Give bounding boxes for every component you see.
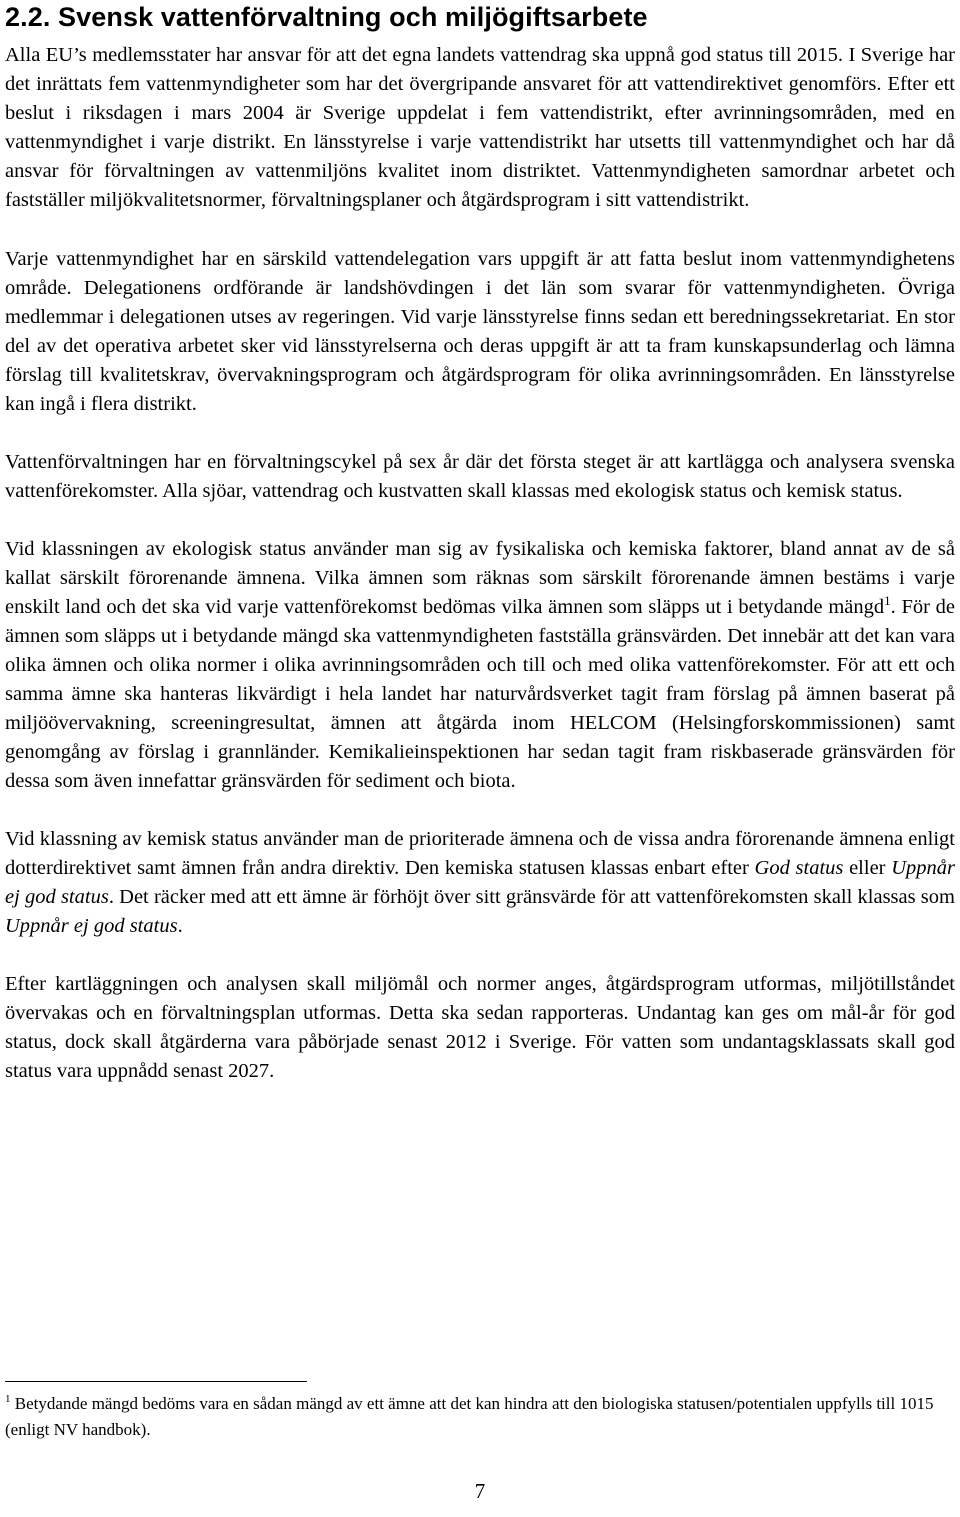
- footnote-text: Betydande mängd bedöms vara en sådan mängd av ett ämne att det kan hindra att den biologiska statusen/potentialen uppfylls till 1015 (enligt NV handbok).: [5, 1394, 934, 1439]
- footnote-divider: [5, 1381, 307, 1382]
- footnote-reference: 1: [884, 593, 891, 608]
- paragraph-ecological-status-text-b: . För de ämnen som släpps ut i betydande mängd ska vattenmyndigheten fastställa gränsvärden. Det innebär att det kan vara olika ämnen och olika normer i olika avrinningsområden och till och med olika vattenförekomster. För att ett och samma ämne ska hanteras likvärdigt i hela landet har naturvårdsverket tagit fram förslag på ämnen baserat på miljöövervakning, screeningresultat, ämnen att åtgärda inom HELCOM (Helsingforskommissionen) samt genomgång av förslag i grannländer. Kemikalieinspektionen har sedan tagit fram riskbaserade gränsvärden för dessa som även innefattar gränsvärden för sediment och biota.: [5, 596, 955, 792]
- footnote: [5, 1391, 935, 1443]
- term-uppnar-ej-god-status-2: Uppnår ej god status: [5, 915, 178, 937]
- term-uppnar-ej-god-status: Uppnår ej god status: [5, 857, 955, 908]
- paragraph-chemical-status: [5, 825, 955, 941]
- page-number: 7: [474, 1479, 486, 1503]
- document-page: [5, 0, 955, 1439]
- paragraph-ecological-status-text-a: Vid klassningen av ekologisk status använder man sig av fysikaliska och kemiska faktorer, bland annat av de så kallat särskilt förorenande ämnena. Vilka ämnen som räknas som särskilt förorenande ämnen bestäms i varje enskilt land och det ska vid varje vattenförekomst bedömas vilka ämnen som släpps ut i betydande mängd: [5, 538, 955, 618]
- paragraph-ecological-status: [5, 535, 955, 796]
- paragraph-water-delegation: Varje vattenmyndighet har en särskild vattendelegation vars uppgift är att fatta beslut inom vattenmyndighetens område. Delegationens ordförande är landshövdingen i det län som svarar för vattenmyndigheten. Övriga medlemmar i delegationen utses av regeringen. Vid varje länsstyrelse finns sedan ett beredningssekretariat. En stor del av det operativa arbetet sker vid länsstyrelserna och deras uppgift är att ta fram kunskapsunderlag och lämna förslag till kvalitetskrav, övervakningsprogram och åtgärdsprogram för olika avrinningsområden. En länsstyrelse kan ingå i flera distrikt.: [5, 248, 955, 415]
- term-god-status: God status: [754, 857, 844, 879]
- footnote-marker: 1: [5, 1393, 11, 1405]
- chemical-status-text-4: .: [177, 915, 183, 937]
- paragraph-water-authorities: Alla EU’s medlemsstater har ansvar för att det egna landets vattendrag ska uppnå god status till 2015. I Sverige har det inrättats fem vattenmyndigheter som har det övergripande ansvaret för att vattendirektivet genomförs. Efter ett beslut i riksdagen i mars 2004 är Sverige uppdelat i fem vattendistrikt, efter avrinningsområden, med en vattenmyndighet i varje distrikt. En länsstyrelse i varje vattendistrikt har utsetts till vattenmyndighet och har då ansvar för förvaltningen av vattenmiljöns kvalitet inom distriktet. Vattenmyndigheten samordnar arbetet och fastställer miljökvalitetsnormer, förvaltningsplaner och åtgärdsprogram i sitt vattendistrikt.: [5, 44, 955, 211]
- chemical-status-text-3: . Det räcker med att ett ämne är förhöjt över sitt gränsvärde för att vattenförekomsten skall klassas som: [108, 886, 955, 908]
- section-heading: 2.2. Svensk vattenförvaltning och miljögiftsarbete: [5, 2, 648, 32]
- chemical-status-text-1: Vid klassning av kemisk status använder man de prioriterade ämnena och de vissa andra förorenande ämnena enligt dotterdirektivet samt ämnen från andra direktiv. Den kemiska statusen klassas enbart efter: [5, 828, 955, 879]
- paragraph-management-cycle: Vattenförvaltningen har en förvaltningscykel på sex år där det första steget är att kartlägga och analysera svenska vattenförekomster. Alla sjöar, vattendrag och kustvatten skall klassas med ekologisk status och kemisk status.: [5, 451, 955, 502]
- paragraph-survey-and-analysis: Efter kartläggningen och analysen skall miljömål och normer anges, åtgärdsprogram utformas, miljötillståndet övervakas och en förvaltningsplan utformas. Detta ska sedan rapporteras. Undantag kan ges om mål-år för god status, dock skall åtgärderna vara påbörjade senast 2012 i Sverige. För vatten som undantagsklassats skall god status vara uppnådd senast 2027.: [5, 973, 955, 1082]
- chemical-status-text-2: eller: [843, 857, 892, 879]
